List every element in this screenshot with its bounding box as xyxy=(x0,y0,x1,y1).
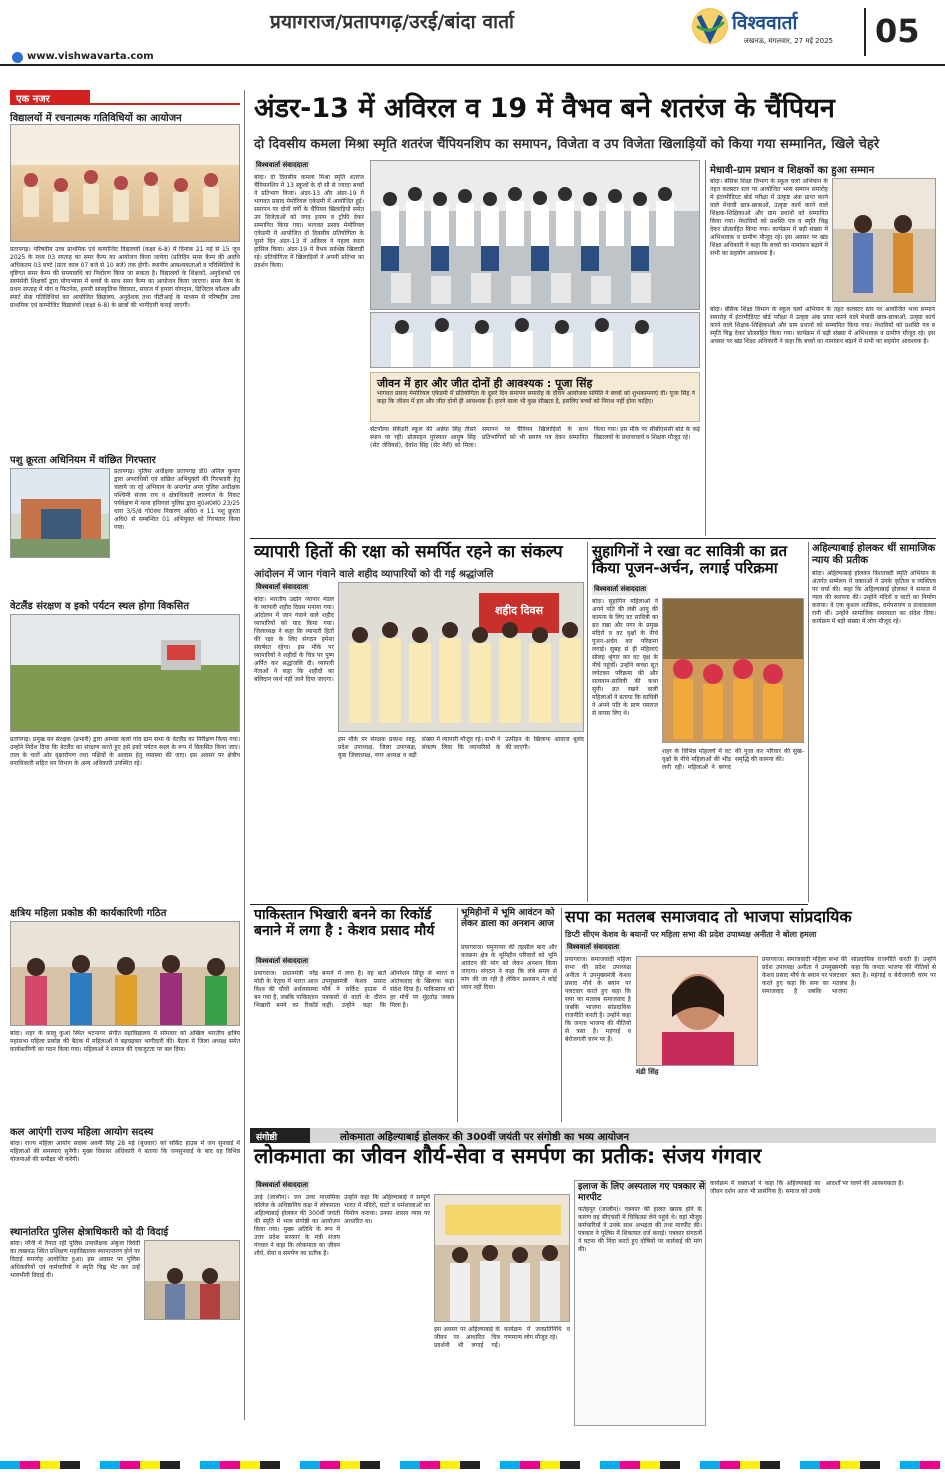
traders-byline: विश्ववार्ता संवाददाता xyxy=(256,583,309,591)
traders-body: बांदा। भारतीय उद्योग व्यापार मंडल के व्यापारी शहीद दिवस मनाया गया। आंदोलन में जान गंवाने वाले शहीद व्यापारियों को याद किया गया। जिलाध्यक्ष ने कहा कि व्यापारी हितों की रक्षा के लिए संगठन हमेशा संघर्षरत रहेगा। इस मौके पर व्यापारियों ने शहीदों के चित्र पर पुष्प अर्पित कर श्रद्धांजलि दी। व्यापारी नेताओं ने कहा कि शहीदों का बलिदान व्यर्थ नहीं जाने दिया जाएगा। xyxy=(254,596,334,683)
traders-subhead: आंदोलन में जान गंवाने वाले शहीद व्यापारियों को दी गई श्रद्धांजलि xyxy=(254,569,494,580)
left-s6-body: बांदा। नरैनी में तैनात रहीं पुलिस उपाधीक्षक अंबुजा त्रिवेदी का लखनऊ स्थित प्रशिक्षण महाविद्यालय स्थानान्तरण होने पर विदाई समारोह आयोजित हुआ। इस अवसर पर पुलिस अधिकारियों एवं कर्मचारियों ने स्मृति चिह्न भेंट कर उन्हें भावभीनी विदाई दी। xyxy=(10,1240,140,1279)
chess-body-2: सेंटपॉल्स सेकेंडरी स्कूल की अन्नेया सिंह तीसरे स्थान पर रहीं। प्रोत्साहन पुरस्कार आयुष सिंह (सेंट जेवियर्स), देवांश सिंह (सेंट मेरी) को मिला। समापन पर चैंपियन खिलाड़ियों के साथ प्रतिभागियों को भी प्रमाण पत्र देकर सम्मानित किया गया। इस मौके पर सीबीएससी बोर्ड के कई विद्यालयों के प्रधानाचार्य व शिक्षक मौजूद रहे। xyxy=(370,426,700,449)
traders-body-2: इस मौके पर संरक्षक प्रकाश साहू, प्रदेश उपाध्यक्ष, जिला उपाध्यक्ष, युवा जिलाध्यक्ष, नगर अध्यक्ष व बड़ी संख्या में व्यापारी मौजूद रहे। सभी ने संकल्प लिया कि व्यापारियों के उत्पीड़न के खिलाफ आवाज बुलंद की जाएगी। xyxy=(338,736,584,759)
chess-caption-title: जीवन में हार और जीत दोनों ही आवश्यक : पूजा सिंह xyxy=(377,377,593,390)
land-body: प्रयागराज। यमुनापार की तहसील बारा और करछना क्षेत्र के भूमिहीन परिवारों को भूमि आवंटन की मांग को लेकर अनशन किया जाएगा। संगठन ने कहा कि लंबे समय से मांग की जा रही है लेकिन प्रशासन ने कोई ध्यान नहीं दिया। xyxy=(461,944,557,991)
traders-banner-text: शहीद दिवस xyxy=(494,604,544,617)
land-headline: भूमिहीनों में भूमि आवंटन को लेकर डाला का अनशन आज xyxy=(461,908,555,929)
section-tag xyxy=(10,90,90,105)
left-s2-body: प्रतापगढ़। पुलिस अधीक्षक प्रतापगढ़ डॉ0 अनिल कुमार द्वारा अपराधियों एवं वांछित अभियुक्तों की गिरफ्तारी हेतु चलाये जा रहे अभियान के अन्तर्गत अपर पुलिस अधीक्षक पश्चिमी संजय राय व क्षेत्राधिकारी लालगंज के निकट पर्यवेक्षण में थाना हथिगवां पुलिस द्वारा मु0अ0सं0 23/25 धारा 3/5/8 गो0वध निवारण अधि0 व 11 पशु क्रूरता अधि0 से सम्बन्धित 01 अभियुक्त को गिरफ्तार किया गया। xyxy=(114,468,240,531)
dateline: लखनऊ, मंगलवार, 27 मई 2025 xyxy=(744,37,833,45)
gangwar-headline: लोकमाता का जीवन शौर्य-सेवा व समर्पण का प्रतीक: संजय गंगवार xyxy=(254,1144,762,1168)
left-s5-body: बांदा। राज्य महिला आयोग सदस्य अवनी सिंह 28 मई (बुधवार) को सर्किट हाउस में जन सुनवाई में महिलाओं की समस्याएं सुनेंगी। मुख्य विकास अधिकारी ने बताया कि जनसुनवाई के बाद वह विभिन्न योजनाओं की समीक्षा भी करेंगी। xyxy=(10,1140,240,1163)
chess-caption-body: भागवत प्रसाद मेमोरियल एकेडमी में प्रतियोगिता के दूसरे दिन समापन समारोह के दौरान आयोजक समिति ने बच्चों को शुभकामनाएं दीं। पूजा सिंह ने कहा कि जीवन में हार और जीत दोनों ही आवश्यक हैं। हारने वाला भी कुछ सीखता है, इसलिए बच्चों को निराश नहीं होना चाहिए। xyxy=(377,390,695,405)
chess-byline: विश्ववार्ता संवाददाता xyxy=(256,161,309,169)
sapa-headline: सपा का मतलब समाजवाद तो भाजपा सांप्रदायिक xyxy=(565,907,852,926)
sapa-body-2: प्रयागराज। समाजवादी महिला सभा की प्रदेश उपाध्यक्ष अनीता ने उपमुख्यमंत्री केशव प्रसाद मौर्य के बयान पर पलटवार करते हुए कहा कि सपा का मतलब समाजवाद है जबकि भाजपा सांप्रदायिक राजनीति करती है। उन्होंने कहा कि जनता भाजपा की नीतियों से त्रस्त है। महंगाई व बेरोजगारी चरम पर है। xyxy=(762,956,936,995)
masthead xyxy=(0,0,945,66)
chess-caption-box xyxy=(370,372,700,422)
left-s3-body: प्रतापगढ़। प्रमुख वन संरक्षक (प्रभारी) द्वारा आमवा कलां गांव ग्राम सभा के वेटलैंड का निरीक्षण किया गया। उन्होंने निर्देश दिया कि वेटलैंड का संरक्षण करते हुए इसे इको पर्यटन स्थल के रूप में विकसित किया जाए। ताल के चारों ओर वृक्षारोपण तथा पक्षियों के आवास हेतु व्यवस्था की जाए। इस अवसर पर क्षेत्रीय वनाधिकारी सहित वन विभाग के अन्य अधिकारी उपस्थित रहे। xyxy=(10,736,240,767)
gangwar-band xyxy=(250,1128,936,1143)
edition-title: प्रयागराज/प्रतापगढ़/उरई/बांदा वार्ता xyxy=(270,11,515,33)
left-s4-body: बांदा। शहर के कालू कुआं स्थित भटनागर संगीत महाविद्यालय में सोमवार को अखिल भारतीय क्षत्रिय महासभा महिला प्रकोष्ठ की बैठक में महिलाओं ने बढ़चढ़कर भागीदारी की। बैठक में जिला अध्यक्ष समेत कार्यकारिणी का गठन किया गया। महिलाओं ने समाज की एकजुटता पर बल दिया। xyxy=(10,1030,240,1053)
globe-icon xyxy=(12,52,23,63)
vat-byline: विश्ववार्ता संवाददाता xyxy=(594,585,647,593)
left-s4-head: क्षत्रिय महिला प्रकोष्ठ की कार्यकारिणी गठित xyxy=(10,908,167,919)
police-station-photo xyxy=(10,468,110,558)
treatment-headline: इलाज के लिए अस्पताल गए पत्रकार से मारपीट xyxy=(578,1182,705,1203)
left-s1-head: विद्यालयों में रचनात्मक गतिविधियों का आयोजन xyxy=(10,113,182,124)
chess-group-photo xyxy=(370,160,700,310)
gangwar-label-text: संगोष्ठी xyxy=(256,1133,278,1143)
vat-body: बांदा। सुहागिन महिलाओं ने अपने पति की लंबी आयु की कामना के लिए वट सावित्री का व्रत रखा और नगर के प्रमुख मंदिरों व वट वृक्षों के नीचे पूजन-अर्चन कर परिक्रमा लगाई। सुबह से ही महिलाएं सोलह श्रृंगार कर वट वृक्ष के नीचे पहुंचीं। उन्होंने कच्चा सूत लपेटकर परिक्रमा की और सत्यवान-सावित्री की कथा सुनी। व्रत रखने वाली महिलाओं ने बताया कि सावित्री ने अपने पति के प्राण यमराज से वापस लिए थे। xyxy=(592,598,658,717)
left-s6-head: स्थानांतरित पुलिस क्षेत्राधिकारी को दी विदाई xyxy=(10,1227,169,1238)
gangwar-event-photo xyxy=(434,1194,570,1322)
traders-headline: व्यापारी हितों की रक्षा को समर्पित रहने का संकल्प xyxy=(254,542,563,562)
children-activity-photo xyxy=(10,124,240,242)
page-number: 05 xyxy=(875,12,920,50)
gangwar-kicker: लोकमाता अहिल्याबाई होलकर की 300वीं जयंती पर संगोष्ठी का भव्य आयोजन xyxy=(340,1132,630,1143)
teacher-body: बांदा। बेसिक शिक्षा विभाग के स्कूल चलो अभियान के तहत कलस्टर स्तर पर आयोजित भव्य सम्मान समारोह में इंटरमीडिएट बोर्ड परीक्षा में उत्कृष्ट अंक प्राप्त करने वाले मेधावी छात्र-छात्राओं, उत्कृष्ट कार्य करने वाले शिक्षक-शिक्षिकाओं और ग्राम प्रधानों को सम्मानित किया गया। मेधावियों को प्रशस्ति पत्र व स्मृति चिह्न देकर प्रोत्साहित किया गया। कार्यक्रम में बड़ी संख्या में अभिभावक व ग्रामीण मौजूद रहे। इस अवसर पर खंड शिक्षा अधिकारी ने कहा कि बच्चों का नामांकन बढ़ाने में सभी का सहयोग आवश्यक है। xyxy=(710,178,828,257)
teacher-body-2: बांदा। बेसिक शिक्षा विभाग के स्कूल चलो अभियान के तहत कलस्टर स्तर पर आयोजित भव्य सम्मान समारोह में इंटरमीडिएट बोर्ड परीक्षा में उत्कृष्ट अंक प्राप्त करने वाले मेधावी छात्र-छात्राओं, उत्कृष्ट कार्य करने वाले शिक्षक-शिक्षिकाओं और ग्राम प्रधानों को सम्मानित किया गया। मेधावियों को प्रशस्ति पत्र व स्मृति चिह्न देकर प्रोत्साहित किया गया। कार्यक्रम में बड़ी संख्या में अभिभावक व ग्रामीण मौजूद रहे। इस अवसर पर खंड शिक्षा अधिकारी ने कहा कि बच्चों का नामांकन बढ़ाने में सभी का सहयोग आवश्यक है। xyxy=(710,306,935,345)
left-column xyxy=(10,90,240,1420)
brand-name: विश्ववार्ता xyxy=(732,12,798,34)
wetland-photo xyxy=(10,614,240,732)
chess-players-photo xyxy=(370,312,700,368)
teacher-head: मेधावी-ग्राम प्रधान व शिक्षकों का हुआ सम्मान xyxy=(710,165,875,176)
vat-puja-photo xyxy=(662,598,804,743)
left-s2-head: पशु क्रूरता अधिनियम में वांछित गिरफ्तार xyxy=(10,455,156,466)
website-link[interactable]: www.vishwavarta.com xyxy=(27,51,154,62)
ahilya-side-body: बांदा। अहिल्याबाई होलकर त्रिशताब्दी स्मृति अभियान के अंतर्गत सम्मेलन में वक्ताओं ने उनके कृतित्व व व्यक्तित्व पर चर्चा की। कहा कि अहिल्याबाई होलकर ने समाज में न्याय की स्थापना की। उन्होंने मंदिरों व घाटों का निर्माण कराया। वे एक कुशल शासिका, धर्मपरायण व प्रजावत्सल रानी थीं। उन्होंने सामाजिक समरसता का संदेश दिया। कार्यक्रम में बड़ी संख्या में लोग मौजूद रहे। xyxy=(812,570,936,625)
print-registration-strip xyxy=(0,1456,945,1468)
pak-body: प्रयागराज। प्रधानमंत्री नरेंद्र मोदी के नेतृत्व में भारत आज विश्व की चौथी अर्थव्यवस्था बन गया है, जबकि पाकिस्तान भिखारी बनने का रिकॉर्ड बनाने में लगा है। यह बातें उपमुख्यमंत्री केशव प्रसाद मौर्य ने सर्किट हाउस में पत्रकारों से वार्ता के दौरान कहीं। उन्होंने कहा कि ऑपरेशन सिंदूर से भारत ने आतंकवाद के खिलाफ कड़ा संदेश दिया है। पाकिस्तान को हर मोर्चे पर मुंहतोड़ जवाब मिला है। xyxy=(254,970,454,1009)
chess-body: बांदा। दो दिवसीय कमला मिश्रा स्मृति शतरंज चैंपियनशिप में 13 स्कूलों के दो सौ से ज्यादा बच्चों ने प्रतिभाग किया। अंडर-13 और अंडर-19 में भागवत प्रसाद मेमोरियल एकेडमी में आयोजित हुई। समापन पर दोनों वर्गों के चैंपियन खिलाड़ियों समेत उप विजेताओं को नगद इनाम व ट्रॉफी देकर सम्मानित किया गया। भागवत प्रसाद मेमोरियल एकेडमी में आयोजित दो दिवसीय प्रतियोगिता के दूसरे दिन अंडर-13 में अविरल ने पहला स्थान हासिल किया। अंडर-19 में वैभव सर्वश्रेष्ठ खिलाड़ी रहे। प्रतियोगिता में खिलाड़ियों ने अपनी प्रतिभा का प्रदर्शन किया। xyxy=(254,174,364,269)
sapa-portrait-photo xyxy=(636,956,758,1066)
chess-headline: अंडर-13 में अविरल व 19 में वैभव बने शतरंज के चैंपियन xyxy=(254,93,835,124)
section-tag-label: एक नजर xyxy=(16,94,50,105)
farewell-photo xyxy=(144,1240,240,1320)
gangwar-body: उरई (जालौन)। जन उच्च माध्यमिक कॉलेज के अधिष्ठानिय कक्ष में लोकमाता अहिल्याबाई होलकर की 300वीं जयंती की स्मृति में भव्य संगोष्ठी का आयोजन किया गया। मुख्य अतिथि के रूप में उत्तर प्रदेश सरकार के मंत्री संजय गंगवार ने कहा कि लोकमाता का जीवन शौर्य, सेवा व समर्पण का प्रतीक है। xyxy=(254,1194,340,1257)
left-s1-body: प्रतापगढ़। परिषदीय उच्च प्राथमिक एवं कम्पोजिट विद्यालयों (कक्षा 6-8) में दिनांक 21 मई से 15 जून 2025 के मध्य 03 सप्ताह का समर कैम्प का आयोजन किया जायेगा (प्रतिदिन समर कैम्प की अवधि अधिकतम 03 घण्टे (प्रातः काल 07 बजे से 10 बजे) तक होगी। स्थानीय आवश्यकताओं व परिस्थितियों के दृष्टिगत समर कैम्प की समयावधि का निर्धारण किया जा सकता है। विद्यालयों के शिक्षकों, अनुदेशकों एवं स्वयंसेवी शिक्षकों द्वारा योगाभ्यास में बच्चों के साथ समर कैम्प का आयोजन किया जाएगा। समर कैम्प के प्रथम सप्ताह में योग व फिटनेस, हमारी सांस्कृतिक विरासत, समाज में हमारा योगदान, डिजिटल कौशल और स्मार्ट सेवा गतिविधियां कर आयोजित विद्यालय, अनुदेशक तथा पीटीआई के माध्यम से परिषदीय उच्च प्राथमिक एवं कम्पोजिट विद्यालयों (कक्षा 6-8) के छात्रों की भागीदारी कराई जाएगी। xyxy=(10,246,240,309)
gangwar-body-3: इस अवसर पर अहिल्याबाई के जीवन पर आधारित चित्र प्रदर्शनी भी लगाई गई। कार्यक्रम में जनप्रतिनिधि व गणमान्य लोग मौजूद रहे। xyxy=(434,1326,570,1349)
pak-headline: पाकिस्तान भिखारी बनने का रिकॉर्ड बनाने में लगा है : केशव प्रसाद मौर्य xyxy=(254,907,435,939)
treatment-body: फतेहपुर (जालौन)। पत्रकार की हालत खराब होने के कारण वह सीएचसी में चिकित्सा लेने पहुंचे थे। वहां मौजूद कर्मचारियों ने उनके साथ अभद्रता की तथा मारपीट की। पत्रकार ने पुलिस में शिकायत दर्ज कराई। पत्रकार संगठनों ने घटना की निंदा करते हुए दोषियों पर कार्रवाई की मांग की। xyxy=(578,1206,702,1253)
sapa-subhead: डिप्टी सीएम केशव के बयानों पर महिला सभा की प्रदेश उपाध्यक्ष अनीता ने बोला हमला xyxy=(565,930,817,939)
women-wing-photo xyxy=(10,921,240,1026)
chess-subhead: दो दिवसीय कमला मिश्रा स्मृति शतरंज चैंपियनशिप का समापन, विजेता व उप विजेता खिलाड़ियों को किया गया सम्मानित, खिले चेहरे xyxy=(254,137,880,152)
gangwar-body-2: उन्होंने कहा कि अहिल्याबाई ने सम्पूर्ण भारत में मंदिरों, घाटों व धर्मशालाओं का निर्माण कराया। उनका शासन न्याय पर आधारित था। xyxy=(344,1194,430,1225)
gangwar-byline: विश्ववार्ता संवाददाता xyxy=(256,1181,309,1189)
vat-body-2: शहर के विभिन्न मोहल्लों में वट वृक्षों के नीचे महिलाओं की भीड़ लगी रही। महिलाओं ने बरगद की पूजा कर परिवार की सुख-समृद्धि की कामना की। xyxy=(662,748,804,771)
traders-photo xyxy=(338,582,584,732)
brand-logo-icon xyxy=(692,8,728,44)
sapa-caption: मंडी सिंह xyxy=(636,1068,659,1076)
sapa-body: प्रयागराज। समाजवादी महिला सभा की प्रदेश उपाध्यक्ष अनीता ने उपमुख्यमंत्री केशव प्रसाद मौर्य के बयान पर पलटवार करते हुए कहा कि सपा का मतलब समाजवाद है जबकि भाजपा सांप्रदायिक राजनीति करती है। उन्होंने कहा कि जनता भाजपा की नीतियों से त्रस्त है। महंगाई व बेरोजगारी चरम पर है। xyxy=(565,956,631,1043)
teacher-honor-photo xyxy=(832,178,936,302)
left-s3-head: वेटलैंड संरक्षण व इको पर्यटन स्थल होगा विकसित xyxy=(10,601,190,612)
gangwar-body-4: कार्यक्रम में वक्ताओं ने कहा कि अहिल्याबाई का जीवन दर्शन आज भी प्रासंगिक है। समाज को उनके आदर्शों पर चलने की आवश्यकता है। xyxy=(710,1180,904,1195)
sapa-byline: विश्ववार्ता संवाददाता xyxy=(567,943,620,951)
left-s5-head: कल आएंगी राज्य महिला आयोग सदस्य xyxy=(10,1127,154,1138)
gangwar-label xyxy=(250,1128,310,1143)
ahilya-side-head: अहिल्याबाई होलकर थीं सामाजिक न्याय की प्रतीक xyxy=(812,543,936,566)
vat-headline: सुहागिनों ने रखा वट सावित्री का व्रत किया पूजन-अर्चन, लगाई परिक्रमा xyxy=(592,542,788,577)
pak-byline: विश्ववार्ता संवाददाता xyxy=(256,957,309,965)
